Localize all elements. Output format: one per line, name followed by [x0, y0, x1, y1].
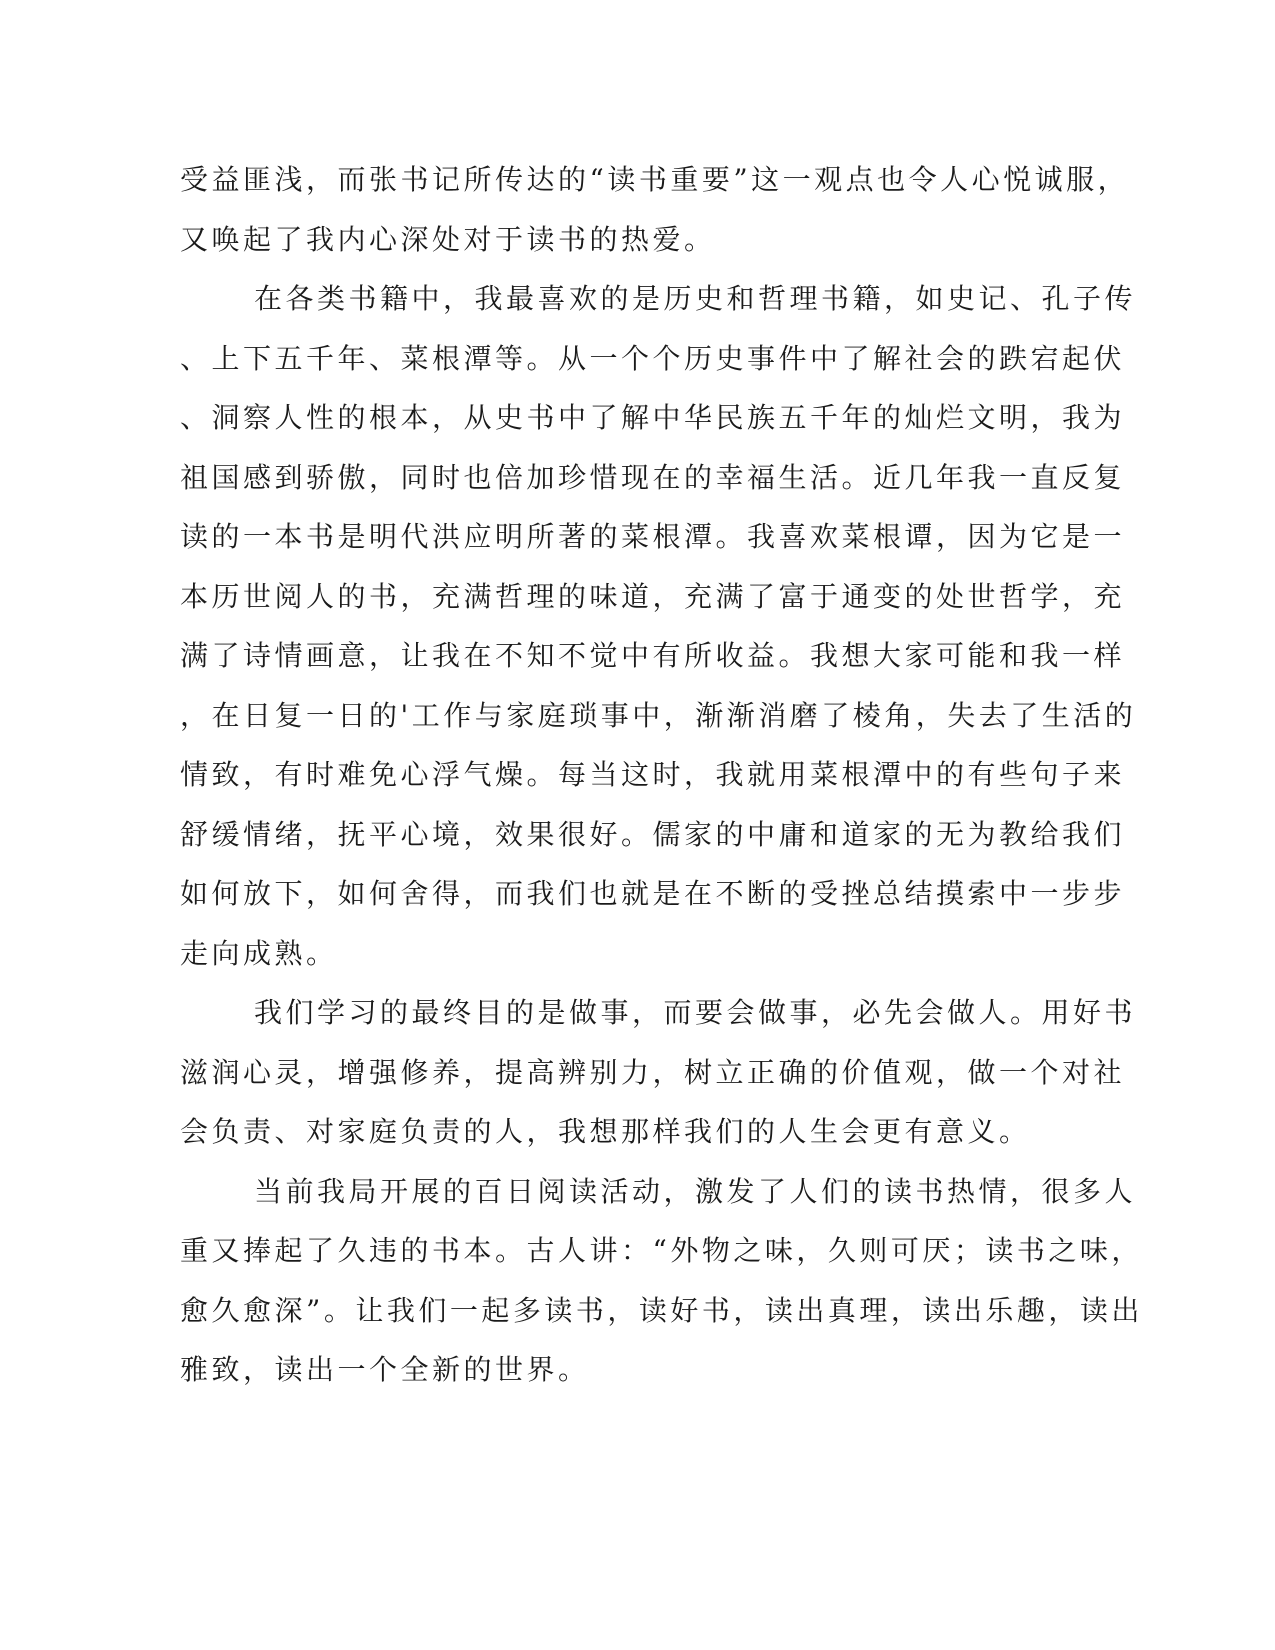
text-line: 祖国感到骄傲，同时也倍加珍惜现在的幸福生活。近几年我一直反复: [180, 460, 1126, 494]
text-line: 如何放下，如何舍得，而我们也就是在不断的受挫总结摸索中一步步: [180, 877, 1126, 910]
text-line: 本历世阅人的书，充满哲理的味道，充满了富于通变的处世哲学，充: [180, 579, 1126, 613]
text-line: ，在日复一日的'工作与家庭琐事中，渐渐消磨了棱角，失去了生活的: [180, 698, 1137, 732]
text-line: 、上下五千年、菜根潭等。从一个个历史事件中了解社会的跌宕起伏: [180, 341, 1126, 375]
text-line: 愈久愈深”。让我们一起多读书，读好书，读出真理，读出乐趣，读出: [180, 1293, 1143, 1327]
text-line: 舒缓情绪，抚平心境，效果很好。儒家的中庸和道家的无为教给我们: [180, 817, 1126, 851]
text-line: 走向成熟。: [180, 936, 338, 970]
paragraph-start-line: 在各类书籍中，我最喜欢的是历史和哲理书籍，如史记、孔子传: [254, 282, 1137, 315]
text-line: 满了诗情画意，让我在不知不觉中有所收益。我想大家可能和我一样: [180, 639, 1126, 672]
text-line: 重又捧起了久违的书本。古人讲：“外物之味，久则可厌；读书之味，: [180, 1234, 1143, 1267]
paragraph-start-line: 当前我局开展的百日阅读活动，激发了人们的读书热情，很多人: [254, 1174, 1137, 1208]
text-line: 会负责、对家庭负责的人，我想那样我们的人生会更有意义。: [180, 1115, 1031, 1148]
text-line: 读的一本书是明代洪应明所著的菜根潭。我喜欢菜根谭，因为它是一: [180, 520, 1126, 553]
body-text: [180, 150, 1143, 1400]
text-line: 又唤起了我内心深处对于读书的热爱。: [180, 222, 716, 256]
text-line: 雅致，读出一个全新的世界。: [180, 1353, 590, 1386]
text-line: 滋润心灵，增强修养，提高辨别力，树立正确的价值观，做一个对社: [180, 1055, 1126, 1089]
text-line: 、洞察人性的根本，从史书中了解中华民族五千年的灿烂文明，我为: [180, 401, 1126, 434]
text-line: 受益匪浅，而张书记所传达的“读书重要”这一观点也令人心悦诚服，: [180, 163, 1130, 196]
paragraph-start-line: 我们学习的最终目的是做事，而要会做事，必先会做人。用好书: [254, 996, 1137, 1029]
text-line: 情致，有时难免心浮气燥。每当这时，我就用菜根潭中的有些句子来: [180, 758, 1126, 791]
